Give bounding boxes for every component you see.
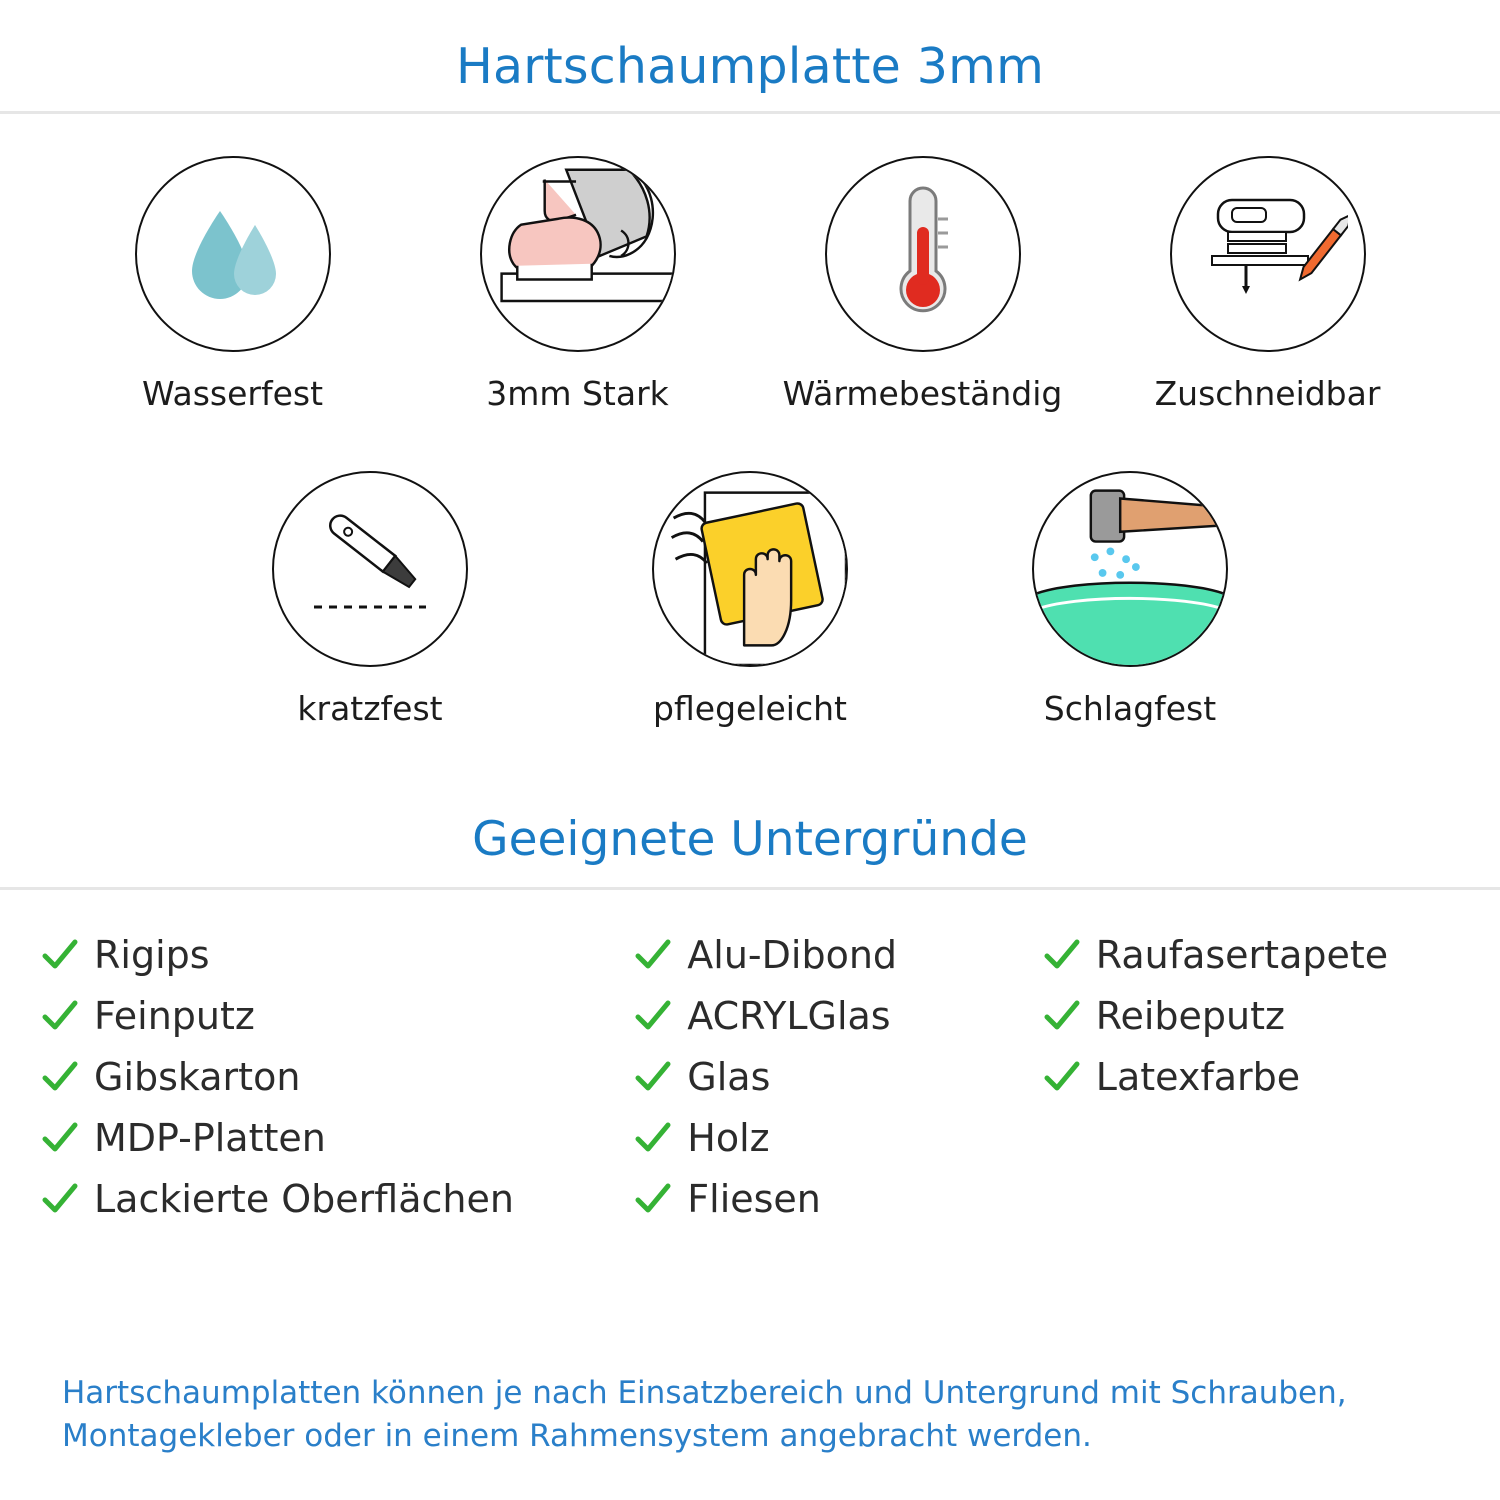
feature-kratzfest — [180, 471, 560, 728]
feature-label: pflegeleicht — [653, 689, 847, 728]
check-icon — [633, 1179, 673, 1219]
feature-icon-circle — [135, 156, 331, 352]
list-item-label: Fliesen — [687, 1176, 821, 1221]
check-icon — [633, 1118, 673, 1158]
list-item — [633, 985, 1042, 1046]
list-item-label: Raufasertapete — [1095, 932, 1389, 977]
feature-icon-circle — [480, 156, 676, 352]
feature-label: Wasserfest — [141, 374, 324, 413]
check-icon — [1042, 935, 1082, 975]
list-item — [633, 1046, 1042, 1107]
feature-wasserfest — [60, 156, 405, 413]
feature-icon-circle — [1170, 156, 1366, 352]
thermometer-icon — [848, 179, 998, 329]
check-icon — [633, 935, 673, 975]
list-item-label: Alu-Dibond — [687, 932, 898, 977]
feature-label: Wärmebeständig — [782, 374, 1063, 413]
substrates-title: Geeignete Untergründe — [472, 812, 1028, 867]
check-icon — [40, 935, 80, 975]
substrates-column-3 — [1042, 924, 1460, 1229]
feature-label: 3mm Stark — [486, 374, 669, 413]
check-icon — [40, 1179, 80, 1219]
feature-label: kratzfest — [297, 689, 443, 728]
footnote-text: Hartschaumplatten können je nach Einsatzbereich und Untergrund mit Schrauben, Montagekleber oder in einem Rahmensystem angebracht werden. — [62, 1375, 1347, 1455]
check-icon — [40, 1057, 80, 1097]
list-item-label: Lackierte Oberflächen — [94, 1176, 514, 1221]
list-item-label: MDP-Platten — [94, 1115, 326, 1160]
list-item-label: Latexfarbe — [1095, 1054, 1301, 1099]
jigsaw-cutter-icon — [1188, 174, 1348, 334]
feature-icon-circle — [1032, 471, 1228, 667]
list-item — [1042, 924, 1460, 985]
list-item — [40, 1107, 633, 1168]
list-item — [40, 1046, 633, 1107]
list-item-label: Holz — [687, 1115, 770, 1160]
knife-scratch-icon — [290, 489, 450, 649]
substrates-section-header — [0, 812, 1500, 890]
list-item-label: Glas — [687, 1054, 771, 1099]
list-item — [40, 985, 633, 1046]
feature-pflegeleicht — [560, 471, 940, 728]
feature-label: Zuschneidbar — [1154, 374, 1381, 413]
water-drops-icon — [158, 179, 308, 329]
flexing-arm-icon — [482, 156, 674, 352]
feature-icon-circle — [825, 156, 1021, 352]
list-item — [40, 924, 633, 985]
substrates-column-2 — [633, 924, 1042, 1229]
check-icon — [40, 996, 80, 1036]
feature-icon-circle — [272, 471, 468, 667]
list-item-label: Feinputz — [94, 993, 255, 1038]
check-icon — [40, 1118, 80, 1158]
feature-3mm-stark — [405, 156, 750, 413]
feature-label: Schlagfest — [1043, 689, 1217, 728]
list-item-label: ACRYLGlas — [687, 993, 891, 1038]
check-icon — [633, 1057, 673, 1097]
list-item — [40, 1168, 633, 1229]
list-item-label: Gibskarton — [94, 1054, 301, 1099]
hammer-impact-icon — [1034, 471, 1226, 667]
list-item — [633, 1107, 1042, 1168]
check-icon — [1042, 996, 1082, 1036]
list-item — [1042, 1046, 1460, 1107]
check-icon — [1042, 1057, 1082, 1097]
list-item-label: Reibeputz — [1095, 993, 1285, 1038]
check-icon — [633, 996, 673, 1036]
feature-row-1 — [0, 156, 1500, 413]
feature-row-2 — [0, 471, 1500, 728]
cleaning-cloth-hand-icon — [654, 471, 846, 667]
feature-grid — [0, 114, 1500, 728]
list-item — [633, 1168, 1042, 1229]
feature-waermebestaendig — [750, 156, 1095, 413]
list-item-label: Rigips — [94, 932, 210, 977]
list-item — [1042, 985, 1460, 1046]
feature-icon-circle — [652, 471, 848, 667]
feature-zuschneidbar — [1095, 156, 1440, 413]
page-title: Hartschaumplatte 3mm — [455, 38, 1045, 95]
feature-schlagfest — [940, 471, 1320, 728]
substrates-list — [0, 890, 1500, 1229]
substrates-column-1 — [40, 924, 633, 1229]
list-item — [633, 924, 1042, 985]
